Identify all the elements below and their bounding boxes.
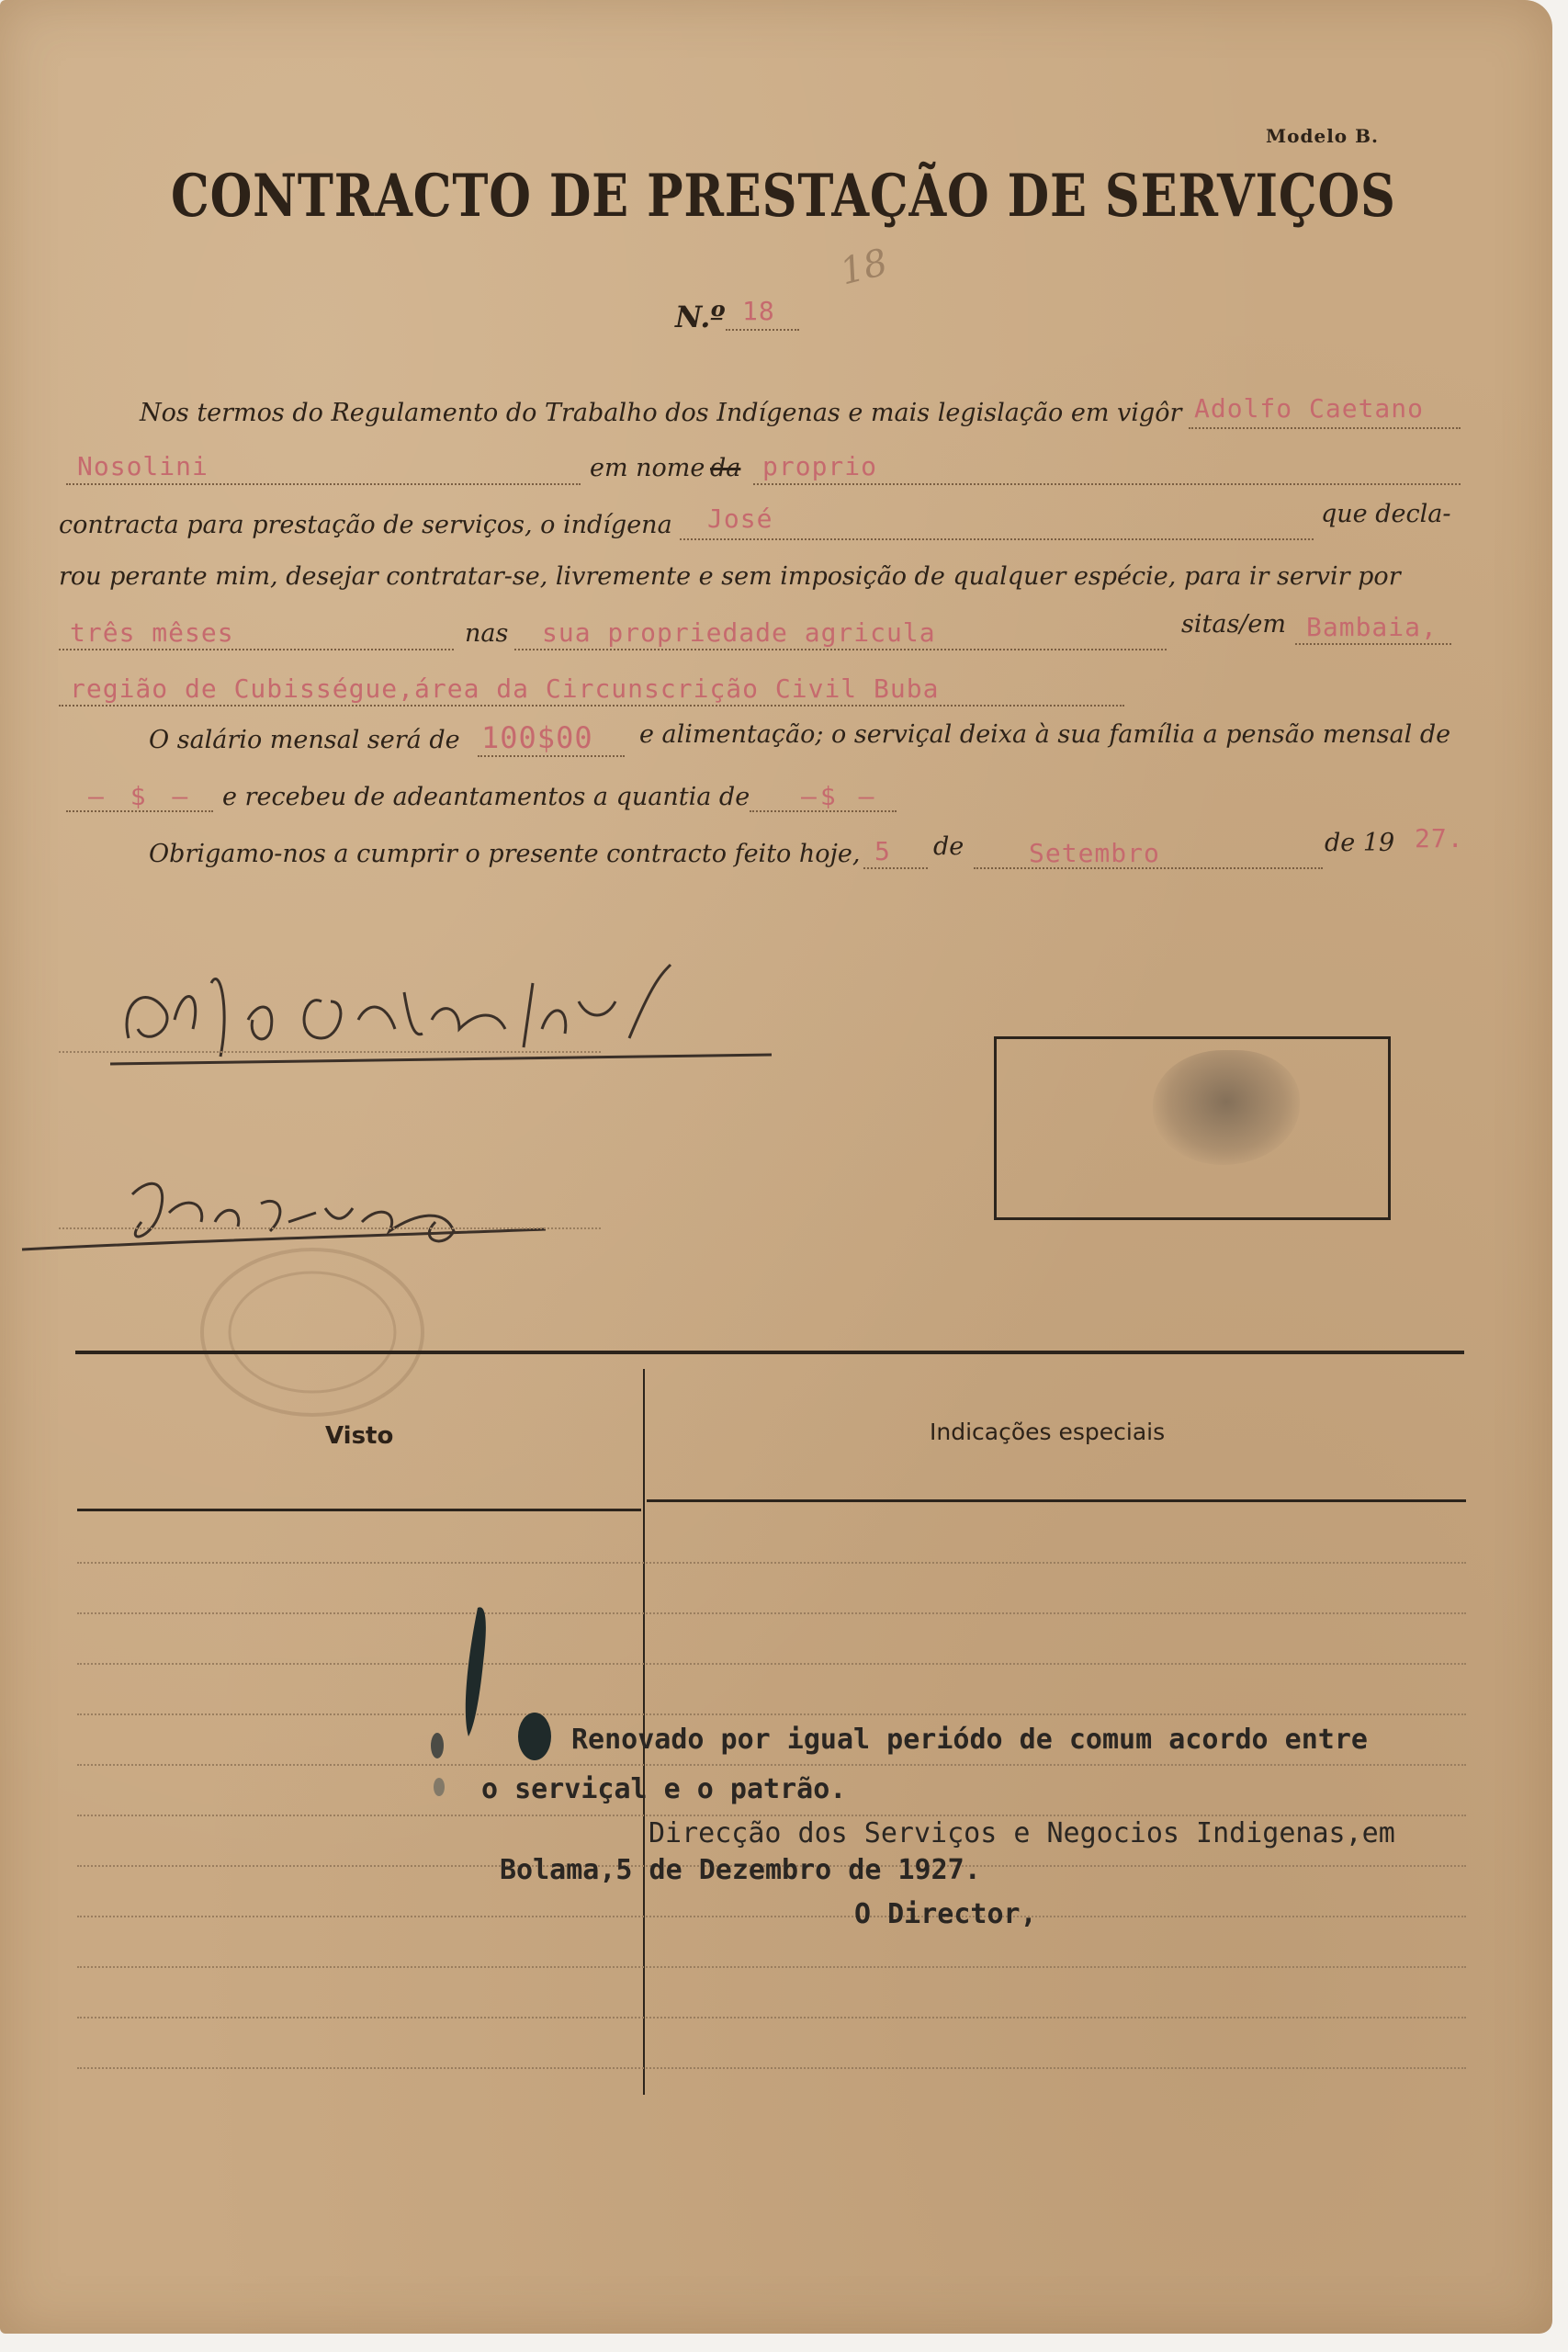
place-name: Bambaia, (1306, 612, 1438, 642)
renewal-line-3: Direcção dos Serviços e Negocios Indigenas,em (649, 1817, 1395, 1849)
renewal-line-5: O Director, (854, 1898, 1037, 1930)
number-value: 18 (742, 296, 775, 326)
advance-label: e recebeu de adeantamentos a quantia de (222, 783, 750, 811)
intro-text: Nos termos do Regulamento do Trabalho dos Indígenas e mais legislação em vigôr (140, 399, 1182, 427)
contract-label: contracta para prestação de serviços, o indígena (59, 511, 672, 539)
renewal-line-1: Renovado por igual periódo de comum acordo entre (571, 1724, 1368, 1756)
worker-name: José (707, 503, 773, 534)
employer-name-1: Adolfo Caetano (1194, 393, 1425, 424)
on-behalf-crossed: da (710, 454, 741, 482)
model-label: Modelo B. (1266, 125, 1379, 147)
salary-rest: e alimentação; o serviçal deixa à sua família a pensão mensal de (639, 720, 1451, 749)
on-behalf-label: em nome (590, 454, 705, 482)
closing-day: 5 (874, 836, 891, 866)
salary-label: O salário mensal será de (149, 726, 460, 754)
employer-name-2: Nosolini (77, 451, 209, 481)
duration: três mêses (70, 617, 234, 648)
pension-amount: – $ – (88, 781, 194, 811)
region-text: região de Cubisségue,área da Circunscrição Civil Buba (70, 673, 940, 704)
property-name: sua propriedade agricula (542, 617, 936, 648)
renewal-line-4: Bolama,5 de Dezembro de 1927. (500, 1854, 981, 1886)
table-top-rule (75, 1351, 1464, 1354)
declaration-label: que decla- (1321, 500, 1451, 528)
table-header-visto: Visto (325, 1422, 394, 1450)
closing-label: Obrigamo-nos a cumprir o presente contracto feito hoje, (149, 840, 861, 868)
document-title: CONTRACTO DE PRESTAÇÃO DE SERVIÇOS (171, 162, 1396, 231)
closing-year-suffix: 27. (1415, 823, 1464, 854)
ink-blots (424, 1599, 553, 1801)
renewal-line-2: o serviçal e o patrão. (481, 1773, 847, 1805)
closing-de: de (933, 832, 964, 861)
thumbprint-box (994, 1036, 1391, 1220)
table-header-indicacoes: Indicações especiais (930, 1419, 1166, 1445)
table-header-rule-left (77, 1509, 641, 1511)
advance-amount: –$ – (801, 781, 878, 811)
salary-amount: 100$00 (481, 720, 593, 755)
table-header-rule-right (647, 1499, 1466, 1502)
location-label: nas (465, 619, 509, 648)
closing-year-prefix: de 19 (1325, 829, 1395, 857)
closing-month: Setembro (1029, 838, 1160, 868)
number-prefix: N.º (675, 300, 726, 334)
employer-signature (92, 946, 827, 1075)
sitas-label: sitas/em (1181, 610, 1286, 639)
thumbprint (1153, 1050, 1300, 1165)
faint-seal-stamp (193, 1240, 432, 1424)
declaration-text: rou perante mim, desejar contratar-se, livremente e sem imposição de qualquer espécie, para ir servir por (59, 562, 1401, 591)
on-behalf-value: proprio (762, 451, 878, 481)
number-handwritten: 18 (836, 241, 892, 294)
